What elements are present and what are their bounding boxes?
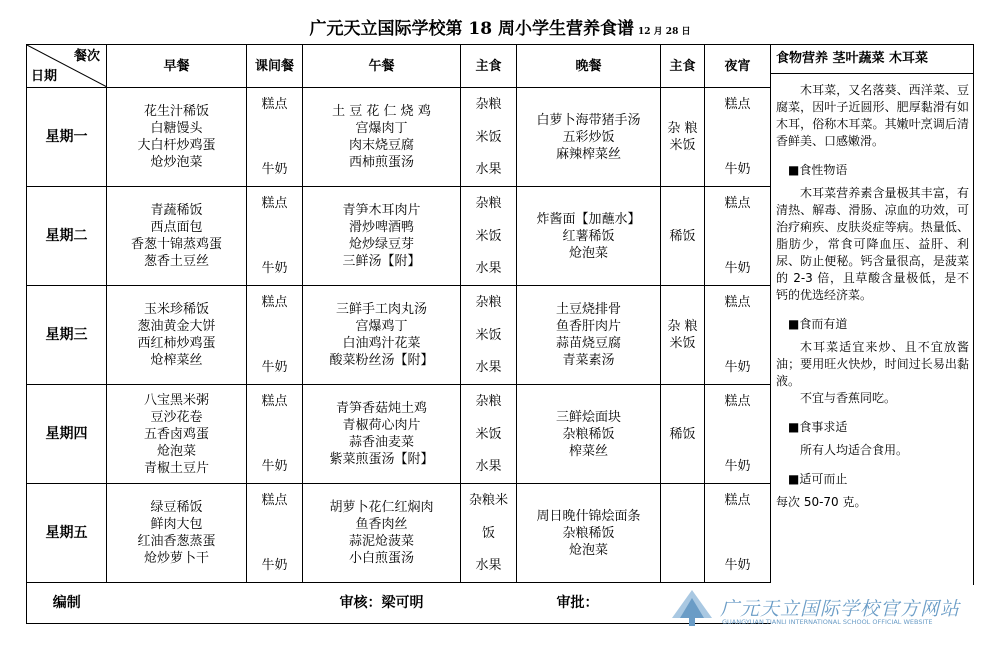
- corner-top-label: 餐次: [73, 49, 100, 64]
- header-lunch: 午餐: [303, 45, 461, 88]
- menu-item: 牛奶: [261, 360, 288, 375]
- menu-item: 牛奶: [261, 162, 288, 177]
- menu-item: 杂粮稀饭: [562, 426, 615, 442]
- menu-item: 牛奶: [724, 558, 751, 573]
- menu-item: 杂粮: [475, 394, 502, 409]
- menu-item: 稀饭: [669, 426, 696, 442]
- corner-header: [27, 45, 107, 88]
- night-cell: [705, 286, 771, 385]
- menu-item: 周日晚什锦烩面条: [536, 508, 641, 524]
- lunch-staple-cell: [461, 484, 517, 583]
- title-date: 12 月 28 日: [638, 27, 691, 37]
- breakfast-cell: [107, 385, 247, 484]
- menu-item: 土豆烧排骨: [555, 302, 621, 317]
- menu-item: 土 豆 花 仁 烧 鸡: [332, 104, 431, 119]
- menu-item: 杂粮: [475, 295, 502, 310]
- menu-item: 西红柿炒鸡蛋: [137, 336, 216, 351]
- menu-item: 八宝黑米粥: [143, 392, 209, 408]
- menu-item: 滑炒啤酒鸭: [348, 220, 414, 235]
- menu-item: 炝榨菜丝: [150, 353, 203, 368]
- menu-item: 红油香葱蒸蛋: [137, 534, 216, 549]
- night-cell: [705, 385, 771, 484]
- header-breakfast: 早餐: [107, 45, 247, 88]
- menu-item: 西点面包: [150, 220, 203, 235]
- day-name: 星期一: [27, 88, 107, 187]
- snack-cell: [247, 187, 303, 286]
- menu-item: 麻辣榨菜丝: [555, 146, 621, 162]
- menu-item: 杂粮米: [468, 493, 508, 508]
- lunch-staple-cell: [461, 385, 517, 484]
- dinner-cell: [517, 187, 661, 286]
- day-name: 星期四: [27, 385, 107, 484]
- lunch-cell: [303, 484, 461, 583]
- nutrition-intro: 木耳菜，又名落葵、西洋菜、豆腐菜，因叶子近圆形、肥厚黏滑有如木耳，俗称木耳菜。其嫩叶烹调后清香鲜美、口感嫩滑。: [776, 83, 969, 148]
- menu-item: 糕点: [724, 97, 751, 112]
- menu-item: 牛奶: [724, 162, 751, 177]
- menu-item: 葱香土豆丝: [143, 254, 209, 269]
- menu-item: 炝炒绿豆芽: [348, 237, 414, 252]
- title-text: 广元天立国际学校第 18 周小学生营养食谱: [309, 19, 635, 39]
- header-night: 夜宵: [705, 45, 771, 88]
- menu-item: 杂 粮: [667, 121, 698, 136]
- day-name: 星期三: [27, 286, 107, 385]
- section-title-suitability: ■食事求适: [788, 420, 848, 434]
- dinner-staple-cell: [661, 187, 705, 286]
- nutrition-heading: 食物营养 茎叶蔬菜 木耳菜: [770, 45, 973, 74]
- snack-cell: [247, 88, 303, 187]
- day-name: 星期二: [27, 187, 107, 286]
- menu-item: 糕点: [261, 196, 288, 211]
- menu-item: 小白煎蛋汤: [348, 551, 414, 566]
- snack-cell: [247, 385, 303, 484]
- section-title-portion: ■适可而止: [788, 472, 848, 486]
- menu-item: 青椒土豆片: [143, 460, 209, 476]
- menu-item: 杂粮稀饭: [562, 525, 615, 541]
- header-lunch-staple: 主食: [461, 45, 517, 88]
- menu-item: 水果: [475, 459, 502, 474]
- menu-item: 牛奶: [261, 558, 288, 573]
- menu-item: 水果: [475, 162, 502, 177]
- menu-item: 榨菜丝: [568, 443, 608, 459]
- menu-item: 鱼香肉丝: [355, 517, 408, 532]
- menu-item: 牛奶: [724, 261, 751, 276]
- menu-item: 炝泡菜: [568, 542, 608, 558]
- menu-item: 白油鸡汁花菜: [342, 336, 421, 351]
- menu-item: 炸酱面【加蘸水】: [536, 211, 641, 227]
- section-text-diet: 木耳菜营养素含量极其丰富，有清热、解毒、滑肠、凉血的功效，可治疗痢疾、皮肤炎症等病。热量低、脂肪少，常食可降血压、益肝、利尿、防止便秘。钙含量很高，是菠菜的 2-3 倍，且草酸含量极低，是不钙的优选经济菜。: [776, 186, 969, 302]
- menu-item: 米饭: [475, 327, 502, 343]
- breakfast-cell: [107, 187, 247, 286]
- menu-item: 胡萝卜花仁红焖肉: [329, 500, 434, 515]
- menu-item: 炝炒萝卜干: [143, 551, 209, 566]
- nutrition-panel: [770, 44, 974, 585]
- menu-item: 米饭: [475, 426, 502, 442]
- snack-cell: [247, 484, 303, 583]
- day-row: [27, 385, 771, 484]
- menu-item: 宫爆鸡丁: [355, 319, 408, 334]
- menu-item: 糕点: [724, 394, 751, 409]
- night-cell: [705, 484, 771, 583]
- section-title-diet: ■食性物语: [788, 163, 848, 177]
- footer-editor: 编制: [27, 583, 107, 624]
- section-text-portion: 每次 50-70 克。: [776, 495, 867, 509]
- dinner-staple-cell: [661, 385, 705, 484]
- menu-item: 红薯稀饭: [562, 228, 615, 244]
- menu-item: 米饭: [475, 129, 502, 145]
- menu-item: 肉末烧豆腐: [348, 138, 414, 153]
- menu-item: 玉米珍稀饭: [143, 302, 209, 317]
- dinner-staple-cell: [661, 286, 705, 385]
- dinner-cell: [517, 286, 661, 385]
- menu-table: [26, 44, 771, 624]
- menu-item: 三鲜手工肉丸汤: [335, 302, 427, 317]
- menu-item: 杂粮: [475, 97, 502, 112]
- menu-item: 牛奶: [724, 459, 751, 474]
- section-title-cooking: ■食而有道: [788, 317, 848, 331]
- menu-item: 青菜素汤: [562, 353, 615, 368]
- menu-item: 炝炒泡菜: [150, 155, 203, 170]
- lunch-staple-cell: [461, 88, 517, 187]
- day-row: [27, 88, 771, 187]
- menu-item: 水果: [475, 558, 502, 573]
- menu-item: 牛奶: [261, 459, 288, 474]
- night-cell: [705, 88, 771, 187]
- menu-item: 绿豆稀饭: [150, 500, 203, 515]
- menu-item: 宫爆肉丁: [355, 121, 408, 136]
- lunch-staple-cell: [461, 286, 517, 385]
- menu-item: 白萝卜海带猪手汤: [536, 112, 641, 128]
- menu-item: 青蔬稀饭: [150, 203, 203, 218]
- menu-item: 大白杆炒鸡蛋: [137, 138, 216, 153]
- menu-item: 三鲜汤【附】: [342, 254, 421, 269]
- menu-item: 鱼香肝肉片: [555, 319, 621, 334]
- dinner-cell: [517, 484, 661, 583]
- header-dinner-staple: 主食: [661, 45, 705, 88]
- dinner-cell: [517, 88, 661, 187]
- menu-item: 青椒荷心肉片: [342, 418, 421, 433]
- menu-item: 米饭: [669, 336, 696, 351]
- page-title: [0, 14, 1000, 39]
- day-row: [27, 187, 771, 286]
- menu-item: 三鲜烩面块: [555, 409, 621, 425]
- section-text-cooking-2: 不宜与香蕉同吃。: [800, 391, 897, 405]
- menu-item: 豆沙花卷: [150, 409, 203, 425]
- menu-item: 五香卤鸡蛋: [143, 426, 209, 442]
- menu-item: 蒜苗烧豆腐: [555, 336, 621, 351]
- days-body: [27, 88, 771, 583]
- header-snack: 课间餐: [247, 45, 303, 88]
- menu-item: 米饭: [475, 228, 502, 244]
- menu-item: 稀饭: [669, 228, 696, 244]
- menu-item: 花生汁稀饭: [143, 104, 209, 119]
- menu-item: 糕点: [261, 394, 288, 409]
- menu-item: 蒜泥炝菠菜: [348, 534, 414, 549]
- menu-item: 糕点: [724, 295, 751, 310]
- menu-item: 香葱十锦蒸鸡蛋: [130, 237, 222, 252]
- menu-item: 炝泡菜: [568, 245, 608, 261]
- watermark-subtext: GUANGYUAN TIANLI INTERNATIONAL SCHOOL OFFICIAL WEBSITE: [722, 618, 933, 626]
- footer-approver: 审批：: [517, 583, 771, 624]
- menu-item: 杂粮: [475, 196, 502, 211]
- menu-item: 鲜肉大包: [150, 517, 203, 532]
- menu-item: 杂 粮: [667, 319, 698, 334]
- menu-item: 五彩炒饭: [562, 129, 615, 145]
- footer-reviewer: 审核：梁可明: [247, 583, 517, 624]
- day-row: [27, 286, 771, 385]
- lunch-cell: [303, 88, 461, 187]
- section-text-suitability: 所有人均适合食用。: [800, 443, 909, 457]
- day-row: [27, 484, 771, 583]
- menu-item: 糕点: [261, 493, 288, 508]
- school-logo-icon: [668, 588, 716, 628]
- menu-item: 饭: [481, 525, 495, 541]
- night-cell: [705, 187, 771, 286]
- menu-item: 糕点: [261, 295, 288, 310]
- menu-item: 牛奶: [261, 261, 288, 276]
- watermark: [668, 588, 978, 630]
- dinner-staple-cell: [661, 484, 705, 583]
- menu-item: 炝泡菜: [156, 443, 196, 459]
- breakfast-cell: [107, 88, 247, 187]
- snack-cell: [247, 286, 303, 385]
- menu-item: 糕点: [724, 196, 751, 211]
- lunch-staple-cell: [461, 187, 517, 286]
- menu-item: 白糖馒头: [150, 121, 203, 136]
- lunch-cell: [303, 385, 461, 484]
- menu-item: 青笋香菇炖土鸡: [335, 401, 427, 416]
- menu-item: 葱油黄金大饼: [137, 319, 216, 334]
- day-name: 星期五: [27, 484, 107, 583]
- lunch-cell: [303, 187, 461, 286]
- menu-item: 糕点: [724, 493, 751, 508]
- lunch-cell: [303, 286, 461, 385]
- menu-item: 酸菜粉丝汤【附】: [329, 353, 434, 368]
- corner-bottom-label: 日期: [31, 69, 58, 84]
- section-text-cooking: 木耳菜适宜来炒、且不宜放酱油；要用旺火快炒，时间过长易出黏液。: [776, 340, 969, 388]
- menu-item: 水果: [475, 261, 502, 276]
- menu-item: 青笋木耳肉片: [342, 203, 421, 218]
- menu-item: 蒜香油麦菜: [348, 435, 414, 450]
- menu-item: 糕点: [261, 97, 288, 112]
- menu-item: 西柿煎蛋汤: [348, 155, 414, 170]
- menu-item: 紫菜煎蛋汤【附】: [329, 452, 434, 467]
- menu-item: 水果: [475, 360, 502, 375]
- dinner-cell: [517, 385, 661, 484]
- watermark-text: 广元天立国际学校官方网站: [720, 598, 961, 620]
- menu-item: 牛奶: [724, 360, 751, 375]
- breakfast-cell: [107, 286, 247, 385]
- breakfast-cell: [107, 484, 247, 583]
- header-dinner: 晚餐: [517, 45, 661, 88]
- menu-item: 米饭: [669, 138, 696, 153]
- dinner-staple-cell: [661, 88, 705, 187]
